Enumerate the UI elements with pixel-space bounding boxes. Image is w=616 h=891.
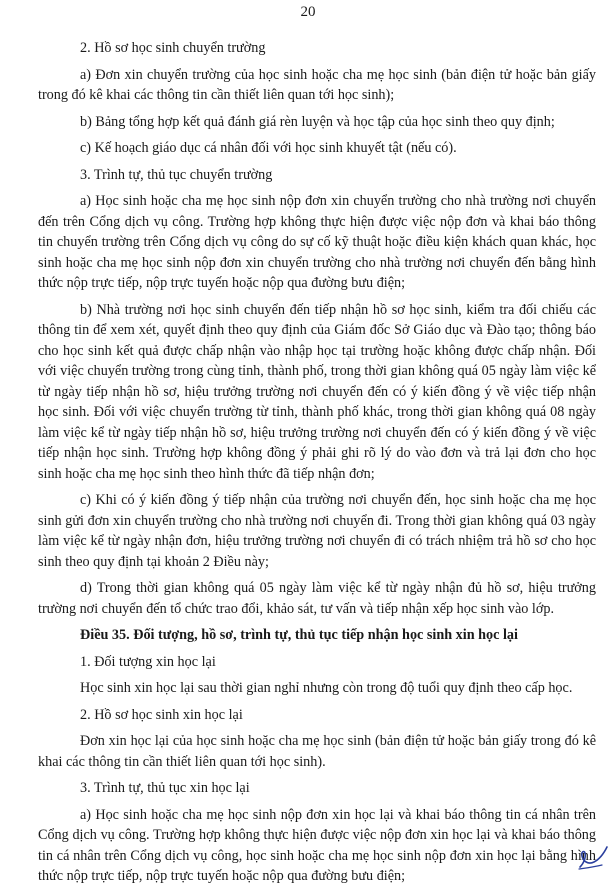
- paragraph: 3. Trình tự, thủ tục chuyển trường: [80, 166, 273, 183]
- page-number: 20: [300, 4, 316, 20]
- paragraph: a) Đơn xin chuyển trường của học sinh hoặc cha mẹ học sinh (bản điện tử hoặc bản giấy trong đó kê khai các thông tin cần thiết liên quan tới học sinh);: [38, 66, 596, 103]
- paragraph: a) Học sinh hoặc cha mẹ học sinh nộp đơn xin chuyển trường cho nhà trường nơi chuyển đến trên Cổng dịch vụ công. Trường hợp không thực hiện được việc nộp đơn và khai báo thông tin chuyển trường trên Cổng dịch vụ công do sự cố kỹ thuật hoặc điều kiện khách quan khác, học sinh hoặc cha mẹ học sinh nộp đơn xin chuyển trường cho nhà trường nơi chuyển đến bằng hình thức nộp trực tiếp, nộp trực tuyến hoặc nộp qua đường bưu điện;: [38, 193, 596, 291]
- document-body: [38, 38, 596, 891]
- initial-signature-mark: [576, 843, 610, 871]
- article-heading: Điều 35. Đối tượng, hồ sơ, trình tự, thủ tục tiếp nhận học sinh xin học lại: [80, 627, 518, 643]
- paragraph: Học sinh xin học lại sau thời gian nghỉ nhưng còn trong độ tuổi quy định theo cấp học.: [80, 680, 573, 696]
- paragraph: d) Trong thời gian không quá 05 ngày làm việc kể từ ngày nhận đủ hồ sơ, hiệu trưởng trường nơi chuyển đến tổ chức trao đổi, khảo sát, tư vấn và tiếp nhận xếp học sinh vào lớp.: [38, 580, 596, 617]
- paragraph: Đơn xin học lại của học sinh hoặc cha mẹ học sinh (bản điện tử hoặc bản giấy trong đó kê khai các thông tin cần thiết liên quan tới học sinh).: [38, 733, 596, 770]
- paragraph: b) Nhà trường nơi học sinh chuyển đến tiếp nhận hồ sơ học sinh, kiểm tra đối chiếu các thông tin để xem xét, quyết định theo quy định của Giám đốc Sở Giáo dục và Đào tạo; thông báo cho học sinh kết quả được chấp nhận vào nhập học tại trường hoặc không được chấp nhận. Đối với việc chuyển trường trong cùng tỉnh, thành phố, trong thời gian không quá 05 ngày làm việc kể từ ngày tiếp nhận hồ sơ, hiệu trưởng trường nơi chuyển đến có ý kiến đồng ý về việc tiếp nhận học sinh. Đối với việc chuyển trường từ tỉnh, thành phố khác, trong thời gian không quá 08 ngày làm việc kể từ ngày tiếp nhận hồ sơ, hiệu trưởng trường nơi chuyển đến có ý kiến đồng ý về việc tiếp nhận học sinh. Trường hợp không đồng ý phải ghi rõ lý do vào đơn và trả lại đơn cho học sinh hoặc cha mẹ học sinh theo hình thức đã tiếp nhận đơn;: [38, 301, 596, 482]
- paragraph: 2. Hồ sơ học sinh xin học lại: [80, 706, 243, 723]
- paragraph: 2. Hồ sơ học sinh chuyển trường: [80, 40, 266, 56]
- paragraph: 1. Đối tượng xin học lại: [80, 653, 216, 670]
- paragraph: c) Khi có ý kiến đồng ý tiếp nhận của trường nơi chuyển đến, học sinh hoặc cha mẹ học sinh gửi đơn xin chuyển trường cho nhà trường nơi chuyển đi. Trong thời gian không quá 03 ngày làm việc kể từ ngày nhận đơn, hiệu trưởng trường nơi chuyển đi có trách nhiệm trả hồ sơ cho học sinh theo quy định tại khoản 2 Điều này;: [38, 492, 596, 570]
- paragraph: 3. Trình tự, thủ tục xin học lại: [80, 780, 250, 796]
- paragraph: a) Học sinh hoặc cha mẹ học sinh nộp đơn xin học lại và khai báo thông tin cá nhân trên Cổng dịch vụ công. Trường hợp không thực hiện được việc nộp đơn xin học lại và khai báo thông tin cá nhân trên Cổng dịch vụ công, học sinh hoặc cha mẹ học sinh nộp đơn xin học lại bằng hình thức nộp trực tiếp, nộp trực tuyến hoặc nộp qua đường bưu điện;: [38, 806, 596, 884]
- paragraph: b) Bảng tổng hợp kết quả đánh giá rèn luyện và học tập của học sinh theo quy định;: [80, 113, 555, 130]
- paragraph: c) Kế hoạch giáo dục cá nhân đối với học sinh khuyết tật (nếu có).: [80, 140, 457, 156]
